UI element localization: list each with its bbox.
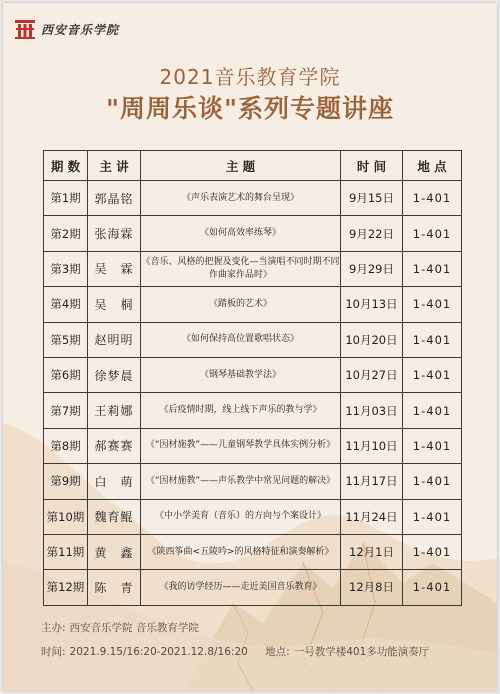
time-label: 时间: bbox=[41, 646, 66, 658]
school-logo bbox=[13, 17, 119, 41]
cell-period: 第12期 bbox=[44, 570, 88, 605]
cell-period: 第2期 bbox=[44, 216, 88, 251]
footer-organizer bbox=[41, 620, 199, 635]
cell-date: 11月03日 bbox=[341, 393, 403, 428]
poster-title-line2: "周周乐谈"系列专题讲座 bbox=[105, 94, 395, 123]
cell-topic: 《陕西筝曲<五陵吟>的风格特征和演奏解析》 bbox=[141, 534, 341, 569]
table-row bbox=[44, 570, 462, 605]
cell-speaker: 赵明明 bbox=[88, 322, 141, 357]
cell-topic: 《踏板的艺术》 bbox=[141, 287, 341, 322]
cell-date: 12月1日 bbox=[341, 534, 403, 569]
table-row bbox=[44, 322, 462, 357]
cell-date: 9月15日 bbox=[341, 181, 403, 216]
cell-date: 10月20日 bbox=[341, 322, 403, 357]
cell-topic: 《“因材施教”——声乐教学中常见问题的解决》 bbox=[141, 464, 341, 499]
table-row bbox=[44, 357, 462, 392]
header-location: 地 点 bbox=[403, 151, 462, 181]
organizer-value: 西安音乐学院 音乐教育学院 bbox=[69, 622, 199, 634]
lecture-schedule-table bbox=[43, 150, 462, 606]
cell-topic: 《音乐、风格的把握及变化—当演唱不同时期不同作曲家作品时》 bbox=[141, 251, 341, 286]
table-row bbox=[44, 428, 462, 463]
cell-location: 1-401 bbox=[403, 357, 462, 392]
table-row bbox=[44, 534, 462, 569]
cell-speaker: 吴 霖 bbox=[88, 251, 141, 286]
cell-location: 1-401 bbox=[403, 570, 462, 605]
cell-topic: 《“因材施教”——儿童钢琴教学具体实例分析》 bbox=[141, 428, 341, 463]
cell-speaker: 徐梦晨 bbox=[88, 357, 141, 392]
table-header-row bbox=[44, 151, 462, 181]
cell-location: 1-401 bbox=[403, 181, 462, 216]
cell-topic: 《声乐表演艺术的舞台呈现》 bbox=[141, 181, 341, 216]
cell-period: 第7期 bbox=[44, 393, 88, 428]
table-row bbox=[44, 464, 462, 499]
school-emblem-icon bbox=[13, 17, 37, 41]
cell-period: 第9期 bbox=[44, 464, 88, 499]
cell-date: 11月10日 bbox=[341, 428, 403, 463]
table-row bbox=[44, 251, 462, 286]
header-topic: 主 题 bbox=[141, 151, 341, 181]
place-value: 一号教学楼401多功能演奏厅 bbox=[293, 646, 430, 658]
cell-speaker: 陈 青 bbox=[88, 570, 141, 605]
cell-period: 第5期 bbox=[44, 322, 88, 357]
cell-speaker: 魏育鲲 bbox=[88, 499, 141, 534]
cell-speaker: 吴 桐 bbox=[88, 287, 141, 322]
cell-location: 1-401 bbox=[403, 499, 462, 534]
cell-speaker: 郭晶铭 bbox=[88, 181, 141, 216]
cell-date: 11月24日 bbox=[341, 499, 403, 534]
cell-location: 1-401 bbox=[403, 428, 462, 463]
cell-period: 第8期 bbox=[44, 428, 88, 463]
cell-date: 12月8日 bbox=[341, 570, 403, 605]
footer-time-place bbox=[41, 644, 429, 659]
cell-period: 第10期 bbox=[44, 499, 88, 534]
cell-location: 1-401 bbox=[403, 322, 462, 357]
cell-period: 第1期 bbox=[44, 181, 88, 216]
cell-period: 第4期 bbox=[44, 287, 88, 322]
table-row bbox=[44, 181, 462, 216]
poster-title-line1: 2021音乐教育学院 bbox=[159, 65, 341, 89]
cell-location: 1-401 bbox=[403, 534, 462, 569]
table-row bbox=[44, 216, 462, 251]
cell-location: 1-401 bbox=[403, 216, 462, 251]
cell-date: 9月29日 bbox=[341, 251, 403, 286]
cell-period: 第3期 bbox=[44, 251, 88, 286]
cell-speaker: 黄 鑫 bbox=[88, 534, 141, 569]
cell-speaker: 郝赛赛 bbox=[88, 428, 141, 463]
cell-speaker: 张海霖 bbox=[88, 216, 141, 251]
cell-speaker: 王莉娜 bbox=[88, 393, 141, 428]
cell-location: 1-401 bbox=[403, 251, 462, 286]
poster bbox=[3, 3, 497, 691]
place-label: 地点: bbox=[265, 646, 290, 658]
table-row bbox=[44, 287, 462, 322]
cell-period: 第6期 bbox=[44, 357, 88, 392]
cell-location: 1-401 bbox=[403, 287, 462, 322]
school-logo-text: 西安音乐学院 bbox=[41, 22, 120, 37]
cell-topic: 《中小学美育（音乐）的方向与个案设计》 bbox=[141, 499, 341, 534]
table-row bbox=[44, 499, 462, 534]
cell-period: 第11期 bbox=[44, 534, 88, 569]
organizer-label: 主办: bbox=[41, 622, 66, 634]
cell-topic: 《如何高效率练琴》 bbox=[141, 216, 341, 251]
cell-topic: 《如何保持高位置歌唱状态》 bbox=[141, 322, 341, 357]
cell-topic: 《后疫情时期，线上线下声乐的教与学》 bbox=[141, 393, 341, 428]
cell-topic: 《钢琴基础教学法》 bbox=[141, 357, 341, 392]
cell-date: 10月13日 bbox=[341, 287, 403, 322]
cell-location: 1-401 bbox=[403, 464, 462, 499]
header-date: 时 间 bbox=[341, 151, 403, 181]
header-period: 期 数 bbox=[44, 151, 88, 181]
time-value: 2021.9.15/16:20-2021.12.8/16:20 bbox=[69, 646, 248, 658]
header-speaker: 主 讲 bbox=[88, 151, 141, 181]
cell-date: 10月27日 bbox=[341, 357, 403, 392]
table-row bbox=[44, 393, 462, 428]
cell-date: 11月17日 bbox=[341, 464, 403, 499]
cell-date: 9月22日 bbox=[341, 216, 403, 251]
cell-location: 1-401 bbox=[403, 393, 462, 428]
cell-speaker: 白 萌 bbox=[88, 464, 141, 499]
cell-topic: 《我的访学经历——走近美国音乐教育》 bbox=[141, 570, 341, 605]
